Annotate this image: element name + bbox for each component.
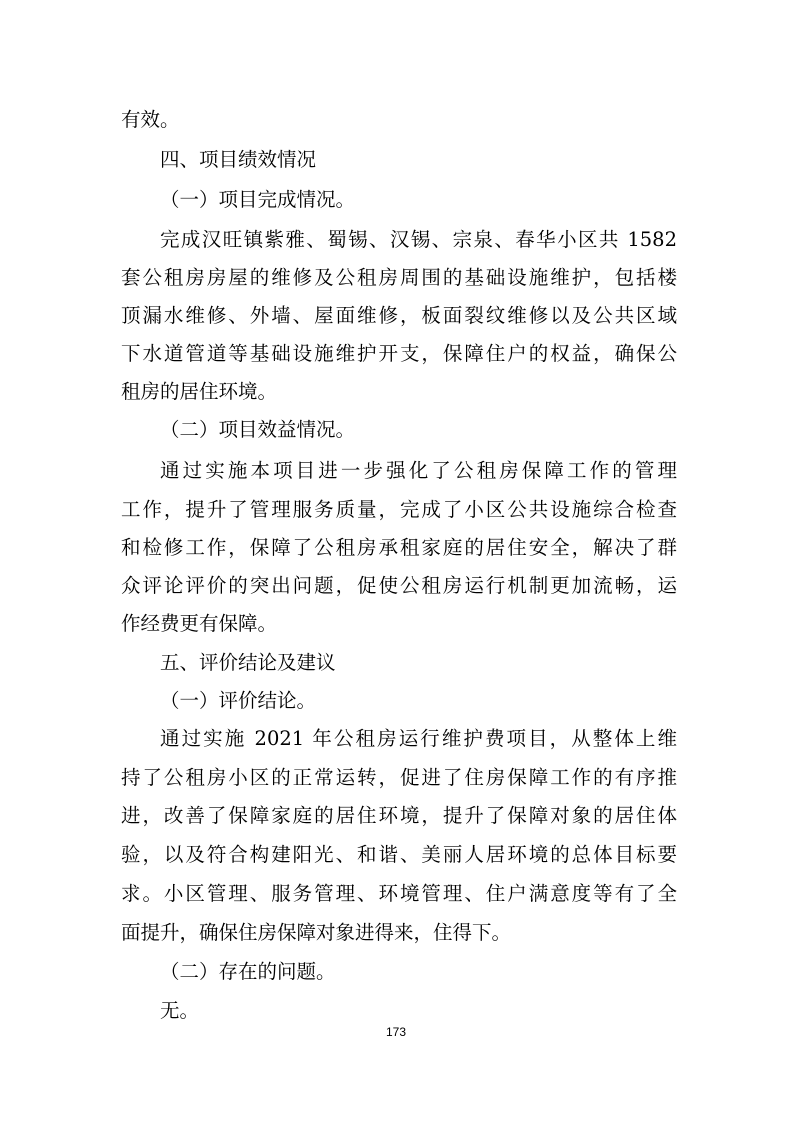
paragraph-line: 持了公租房小区的正常运转，促进了住房保障工作的有序推: [121, 766, 677, 789]
paragraph-line: 作经费更有保障。: [121, 612, 278, 635]
paragraph-line: 进，改善了保障家庭的居住环境，提升了保障对象的居住体: [121, 804, 677, 827]
paragraph-line: 和检修工作，保障了公租房承租家庭的居住安全，解决了群: [121, 536, 677, 559]
paragraph-line: 无。: [160, 999, 200, 1022]
paragraph-line: 通过实施本项目进一步强化了公租房保障工作的管理: [160, 459, 677, 482]
paragraph-line: 顶漏水维修、外墙、屋面维修，板面裂纹维修以及公共区域: [121, 304, 677, 327]
paragraph-line: 求。小区管理、服务管理、环境管理、住户满意度等有了全: [121, 882, 677, 905]
subsection-heading-benefit: （二）项目效益情况。: [160, 418, 356, 441]
section-heading-conclusion: 五、评价结论及建议: [160, 651, 336, 674]
subsection-heading-issues: （二）存在的问题。: [160, 960, 336, 983]
paragraph-line: 工作，提升了管理服务质量，完成了小区公共设施综合检查: [121, 498, 677, 521]
paragraph-line: 租房的居住环境。: [121, 380, 278, 403]
paragraph-line: 完成汉旺镇紫雅、蜀锡、汉锡、宗泉、春华小区共 1582: [160, 228, 677, 251]
section-heading-performance: 四、项目绩效情况: [160, 148, 317, 171]
paragraph-line: 面提升，确保住房保障对象进得来，住得下。: [121, 921, 512, 944]
paragraph-line: 通过实施 2021 年公租房运行维护费项目，从整体上维: [160, 727, 677, 750]
paragraph-line: 套公租房房屋的维修及公租房周围的基础设施维护，包括楼: [121, 266, 677, 289]
subsection-heading-completion: （一）项目完成情况。: [160, 188, 356, 211]
paragraph-line: 有效。: [121, 108, 180, 131]
paragraph-line: 众评论评价的突出问题，促使公租房运行机制更加流畅，运: [121, 574, 677, 597]
subsection-heading-evaluation: （一）评价结论。: [160, 689, 317, 712]
page-number: 173: [385, 1025, 407, 1039]
paragraph-line: 验，以及符合构建阳光、和谐、美丽人居环境的总体目标要: [121, 843, 677, 866]
paragraph-line: 下水道管道等基础设施维护开支，保障住户的权益，确保公: [121, 342, 677, 365]
